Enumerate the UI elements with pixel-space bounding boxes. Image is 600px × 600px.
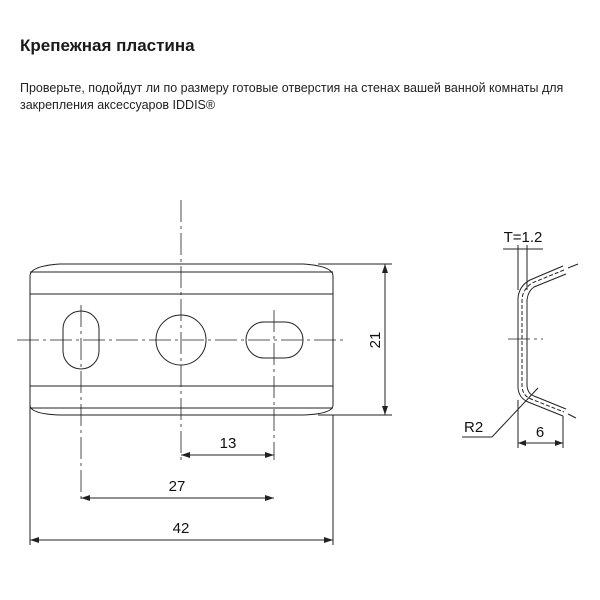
dim-height: 21 [367,331,384,349]
dim-13: 13 [219,435,237,452]
dim-42: 42 [172,520,190,537]
dimensions [30,264,392,543]
profile-side-view [462,229,578,448]
description: Проверьте, подойдут ли по размеру готовые отверстия на стенах вашей ванной комнаты для закрепления аксессуаров IDDIS® [20,81,564,112]
dim-radius: R2 [464,419,484,436]
dim-thickness: T=1.2 [503,229,543,246]
dim-27: 27 [168,478,186,495]
page-title: Крепежная пластина [20,36,195,55]
dim-flange: 6 [535,424,545,441]
